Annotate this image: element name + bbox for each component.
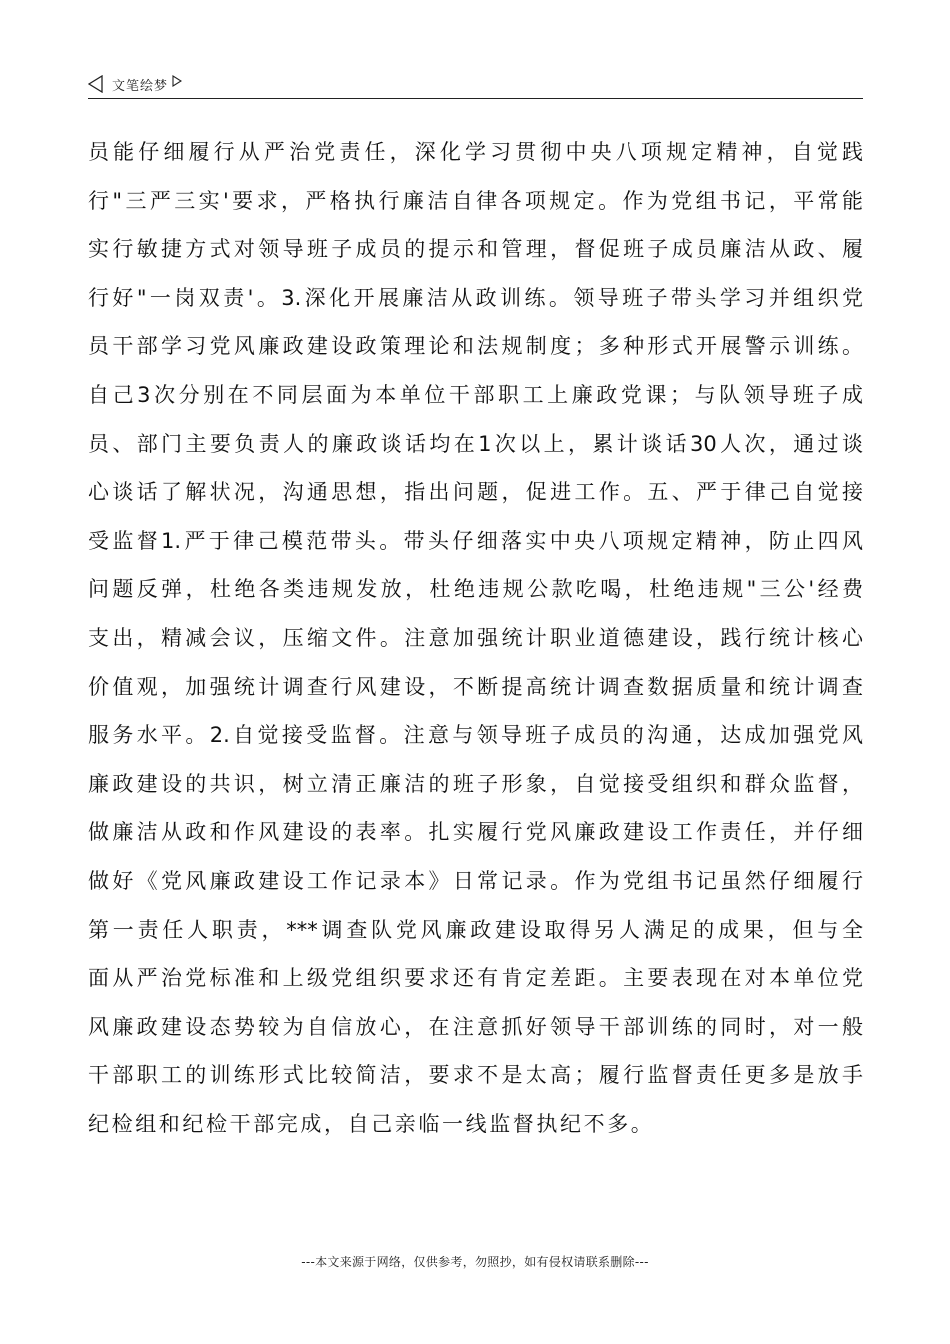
body-line: 价值观，加强统计调查行风建设，不断提高统计调查数据质量和统计调查 — [88, 674, 863, 699]
body-line: 支出，精减会议，压缩文件。注意加强统计职业道德建设，践行统计核心 — [88, 625, 863, 650]
footer-notice: ---本文来源于网络，仅供参考，勿照抄，如有侵权请联系删除--- — [301, 1255, 649, 1269]
body-line: 实行敏捷方式对领导班子成员的提示和管理，督促班子成员廉洁从政、履 — [88, 237, 863, 262]
body-line: 第一责任人职责，***调查队党风廉政建设取得另人满足的成果，但与全 — [88, 917, 863, 942]
body-line: 做好《党风廉政建设工作记录本》日常记录。作为党组书记虽然仔细履行 — [88, 868, 863, 893]
body-line: 受监督1.严于律己模范带头。带头仔细落实中央八项规定精神，防止四风 — [88, 528, 863, 553]
body-line: 行"三严三实'要求，严格执行廉洁自律各项规定。作为党组书记，平常能 — [88, 188, 863, 213]
body-line: 员能仔细履行从严治党责任，深化学习贯彻中央八项规定精神，自觉践 — [88, 140, 863, 164]
body-line-last: 纪检组和纪检干部完成，自己亲临一线监督执纪不多。 — [88, 1111, 655, 1136]
body-line: 问题反弹，杜绝各类违规发放，杜绝违规公款吃喝，杜绝违规"三公'经费 — [88, 577, 863, 602]
body-line: 做廉洁从政和作风建设的表率。扎实履行党风廉政建设工作责任，并仔细 — [88, 820, 863, 845]
page-header — [88, 72, 863, 99]
body-line: 行好"一岗双责'。3.深化开展廉洁从政训练。领导班子带头学习并组织党 — [88, 285, 863, 310]
body-line: 员干部学习党风廉政建设政策理论和法规制度；多种形式开展警示训练。 — [88, 334, 863, 359]
header-brand-group — [88, 74, 182, 94]
body-line: 心谈话了解状况，沟通思想，指出问题，促进工作。五、严于律己自觉接 — [88, 480, 863, 505]
document-body — [88, 128, 863, 1148]
body-line: 面从严治党标准和上级党组织要求还有肯定差距。主要表现在对本单位党 — [88, 966, 863, 991]
triangle-right-icon — [172, 75, 182, 87]
brand-name: 文笔绘梦 — [112, 78, 169, 94]
body-line: 自己3次分别在不同层面为本单位干部职工上廉政党课；与队领导班子成 — [88, 382, 863, 407]
body-line: 服务水平。2.自觉接受监督。注意与领导班子成员的沟通，达成加强党风 — [88, 723, 863, 748]
body-line: 风廉政建设态势较为自信放心，在注意抓好领导干部训练的同时，对一般 — [88, 1014, 863, 1039]
body-line: 干部职工的训练形式比较简洁，要求不是太高；履行监督责任更多是放手 — [88, 1063, 863, 1088]
body-line: 廉政建设的共识，树立清正廉洁的班子形象，自觉接受组织和群众监督， — [88, 771, 863, 796]
body-line: 员、部门主要负责人的廉政谈话均在1次以上，累计谈话30人次，通过谈 — [88, 431, 863, 456]
triangle-left-icon — [88, 75, 104, 93]
